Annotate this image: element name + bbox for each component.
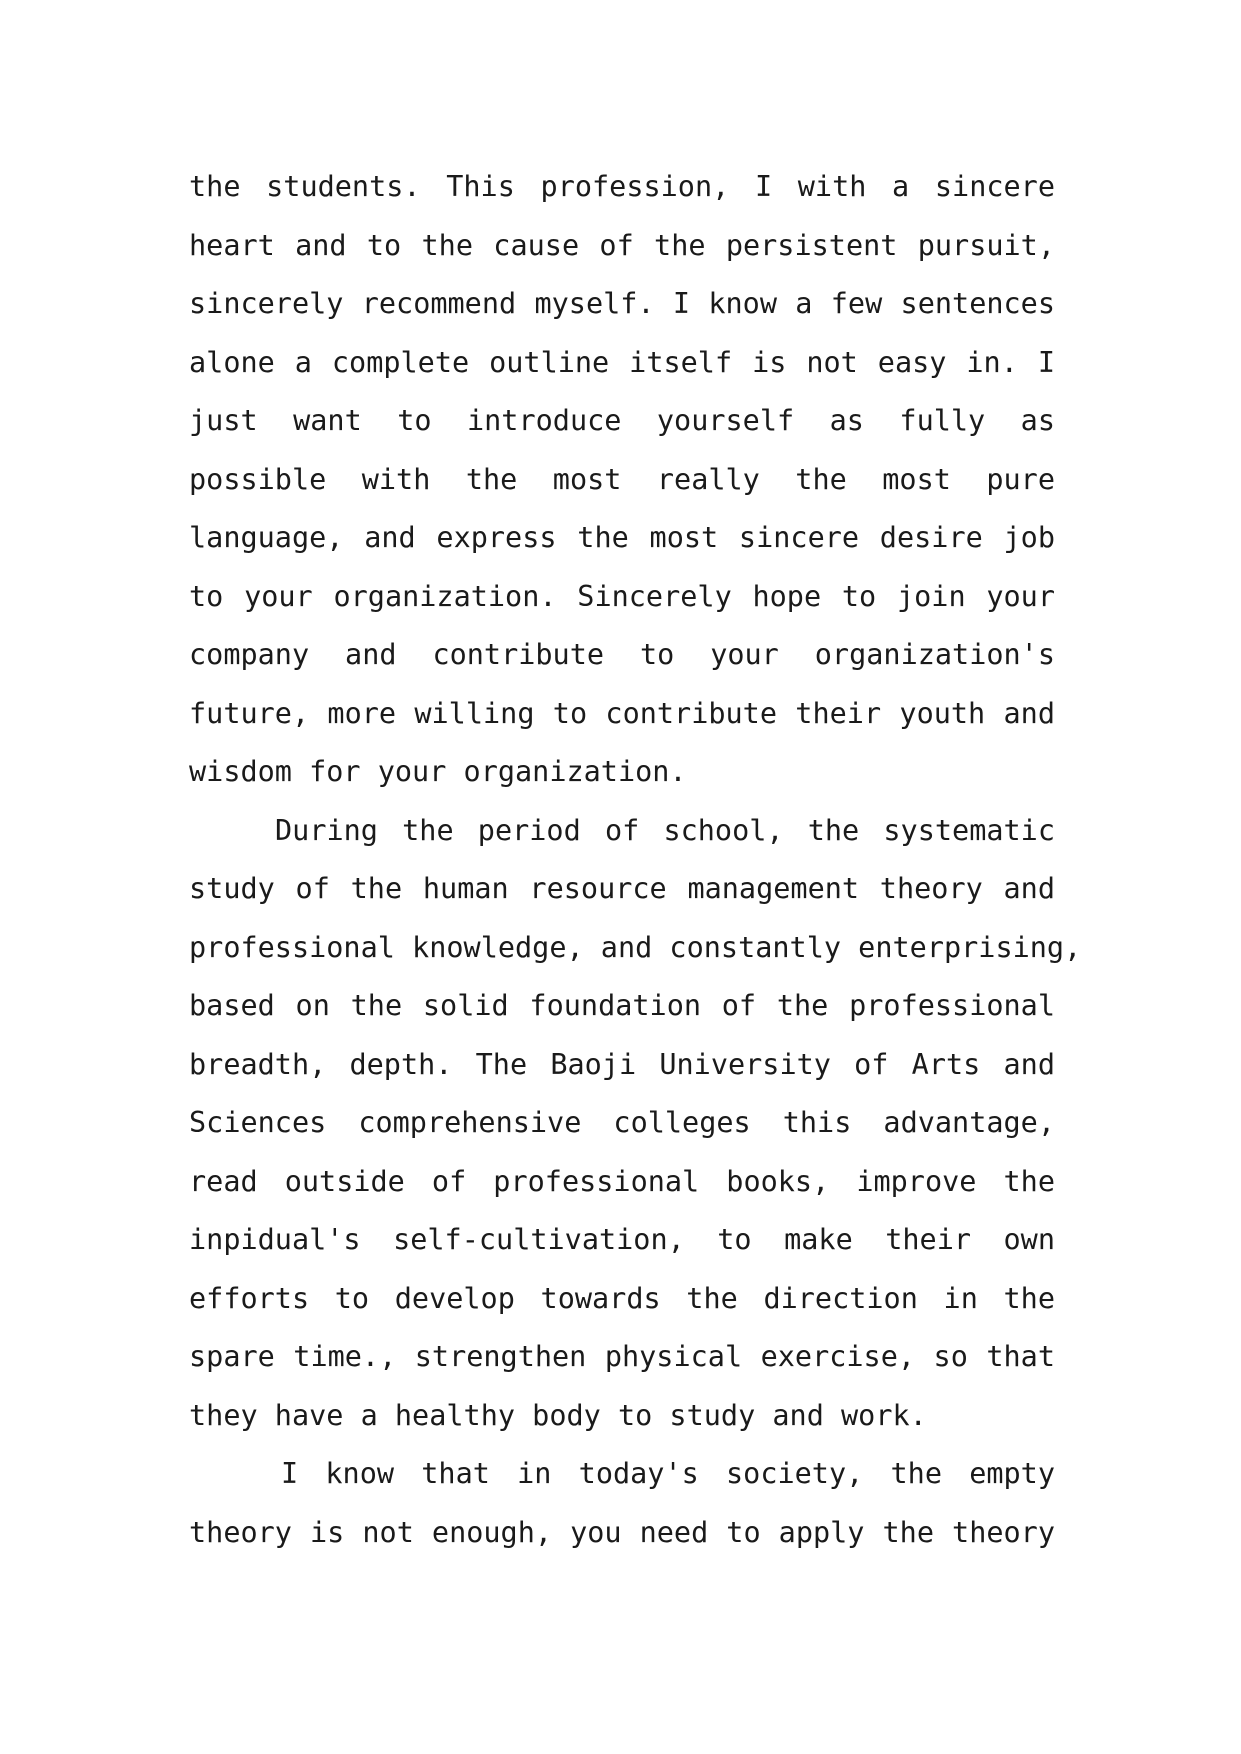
text-line: language, and express the most sincere desire job bbox=[189, 521, 1055, 554]
text-line: study of the human resource management theory and bbox=[189, 872, 1055, 905]
text-line: efforts to develop towards the direction in the bbox=[189, 1281, 1055, 1315]
document-body bbox=[189, 158, 1082, 1562]
text-line: professional knowledge, and constantly enterprising, bbox=[189, 930, 1082, 964]
text-line: sincerely recommend myself. I know a few sentences bbox=[189, 287, 1055, 320]
text-line: possible with the most really the most pure bbox=[189, 462, 1055, 496]
text-line: based on the solid foundation of the professional bbox=[189, 989, 1055, 1022]
text-line: to your organization. Sincerely hope to join your bbox=[189, 579, 1055, 613]
text-line: future, more willing to contribute their youth and bbox=[189, 696, 1055, 730]
text-line: spare time., strengthen physical exercise, so that bbox=[189, 1340, 1055, 1373]
text-line: just want to introduce yourself as fully as bbox=[189, 404, 1055, 437]
text-line: the students. This profession, I with a sincere bbox=[189, 170, 1055, 203]
text-line: During the period of school, the systematic bbox=[275, 813, 1055, 847]
text-line: I know that in today's society, the empty bbox=[281, 1457, 1055, 1490]
text-line: Sciences comprehensive colleges this advantage, bbox=[189, 1106, 1055, 1139]
text-line: heart and to the cause of the persistent pursuit, bbox=[189, 228, 1055, 262]
text-line: breadth, depth. The Baoji University of Arts and bbox=[189, 1047, 1055, 1081]
text-line: they have a healthy body to study and work. bbox=[189, 1398, 927, 1432]
text-line: alone a complete outline itself is not easy in. I bbox=[189, 345, 1055, 379]
text-line: wisdom for your organization. bbox=[189, 755, 687, 788]
text-line: read outside of professional books, improve the bbox=[189, 1164, 1055, 1198]
text-line: company and contribute to your organization's bbox=[189, 638, 1055, 671]
text-line: inpidual's self-cultivation, to make their own bbox=[189, 1223, 1055, 1256]
text-line: theory is not enough, you need to apply the theory bbox=[189, 1515, 1055, 1549]
